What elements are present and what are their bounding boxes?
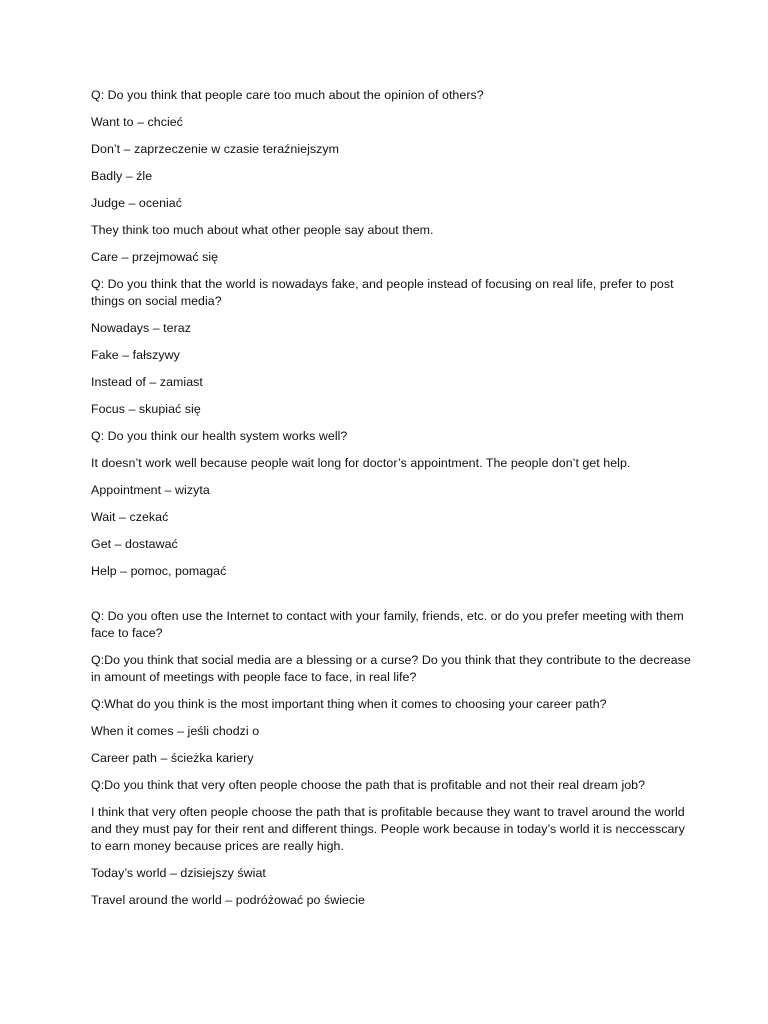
vocab-item: Today’s world – dzisiejszy świat: [91, 866, 266, 880]
vocab-item: Care – przejmować się: [91, 250, 219, 264]
question-2: Q: Do you think that the world is nowadays fake, and people instead of focusing on real life, prefer to post things on social media?: [91, 277, 674, 308]
answer-text: I think that very often people choose the path that is profitable because they want to travel around the world and they must pay for their rent and different things. People work because in today’s world it is neccesscary to earn money because prices are really high.: [91, 805, 685, 853]
question-7: Q:Do you think that very often people choose the path that is profitable and not their real dream job?: [91, 778, 646, 792]
vocab-item: Focus – skupiać się: [91, 402, 201, 416]
answer-text: It doesn’t work well because people wait long for doctor’s appointment. The people don’t get help.: [91, 456, 631, 470]
vocab-item: When it comes – jeśli chodzi o: [91, 724, 260, 738]
vocab-item: Nowadays – teraz: [91, 321, 191, 335]
vocab-item: Help – pomoc, pomagać: [91, 564, 227, 578]
answer-text: They think too much about what other people say about them.: [91, 223, 434, 237]
vocab-item: Want to – chcieć: [91, 115, 183, 129]
vocab-item: Badly – źle: [91, 169, 153, 183]
vocab-item: Appointment – wizyta: [91, 483, 210, 497]
vocab-item: Instead of – zamiast: [91, 375, 203, 389]
vocab-item: Wait – czekać: [91, 510, 169, 524]
vocab-item: Get – dostawać: [91, 537, 178, 551]
vocab-item: Don’t – zaprzeczenie w czasie teraźniejszym: [91, 142, 339, 156]
blank-line: [91, 590, 691, 608]
question-3: Q: Do you think our health system works well?: [91, 429, 348, 443]
vocab-item: Travel around the world – podróżować po świecie: [91, 893, 365, 907]
vocab-item: Judge – oceniać: [91, 196, 182, 210]
question-4: Q: Do you often use the Internet to contact with your family, friends, etc. or do you prefer meeting with them face to face?: [91, 609, 684, 640]
vocab-item: Career path – ścieżka kariery: [91, 751, 254, 765]
question-5: Q:Do you think that social media are a blessing or a curse? Do you think that they contribute to the decrease in amount of meetings with people face to face, in real life?: [91, 653, 691, 684]
document-page: [91, 87, 691, 919]
question-6: Q:What do you think is the most important thing when it comes to choosing your career path?: [91, 697, 607, 711]
question-1: Q: Do you think that people care too much about the opinion of others?: [91, 88, 484, 102]
vocab-item: Fake – fałszywy: [91, 348, 180, 362]
